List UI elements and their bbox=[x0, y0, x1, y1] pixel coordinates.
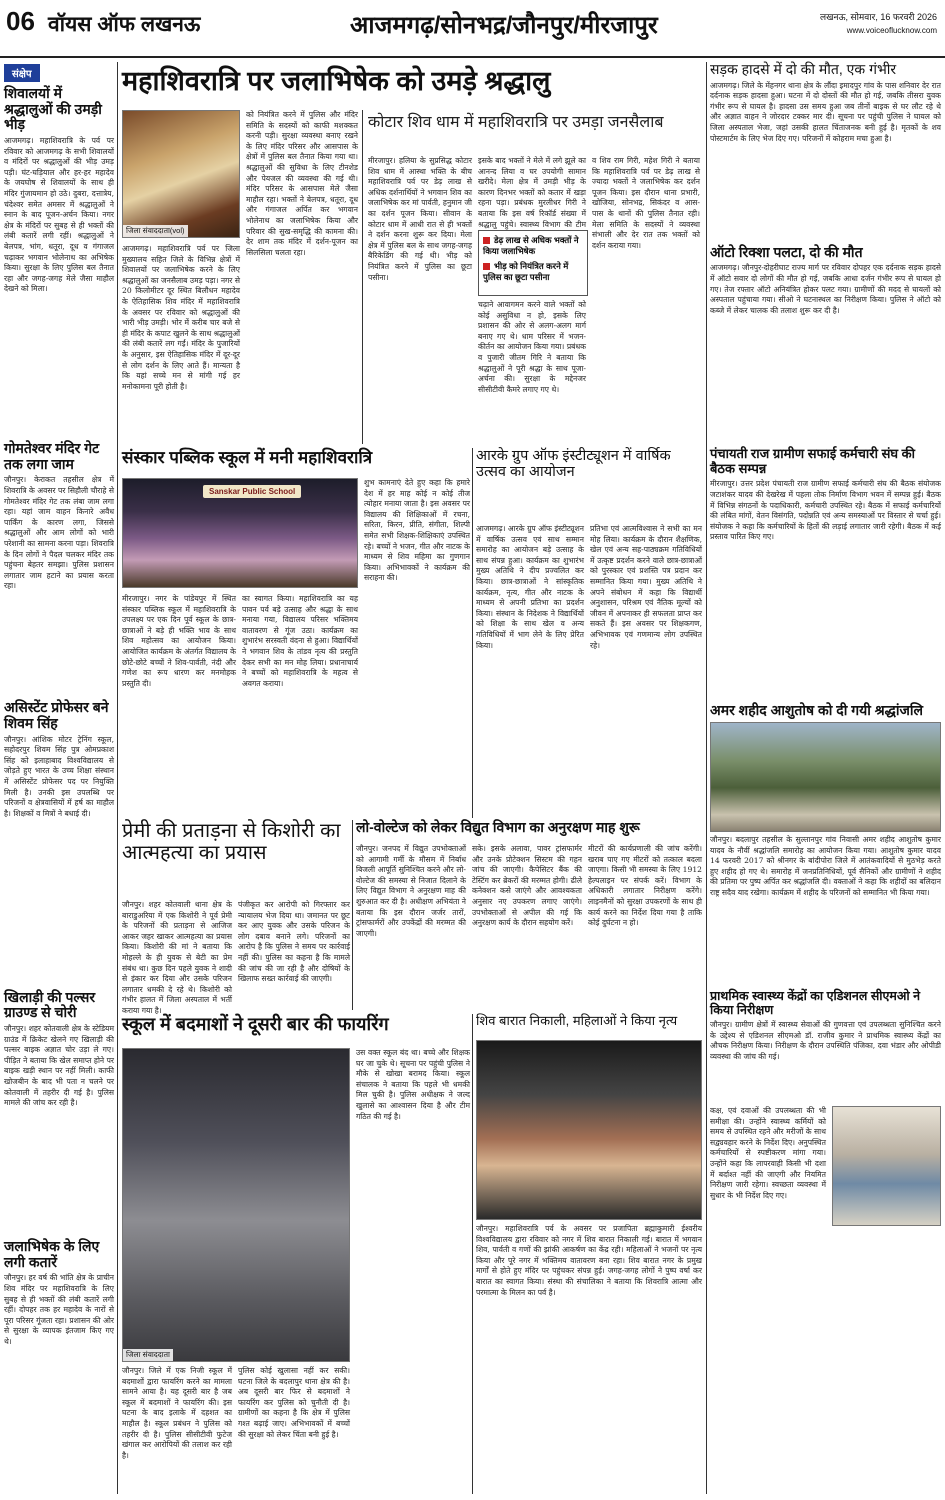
kotar-body: व शिव राम गिरी, महेश गिरी ने बताया कि महाशिवरात्रि पर्व पर डेढ़ लाख से ज्यादा भक्तों ने जलाभिषेक कर दर्शन पूजन किया। इस दौरान थाना प्रभारी, खोजिया, सोनभद्र, सिकंदर व आस-पास के थानों की पुलिस तैनात रही। मेला समिति के सदस्यों ने व्यवस्था संभाली और देर रात तक भक्तों को दर्शन कराया गया। bbox=[592, 156, 700, 250]
brief-body: जौनपुर। हर वर्ष की भांति क्षेत्र के प्राचीन शिव मंदिर पर महाशिवरात्रि के लिए सुबह से ही भक्तों की लंबी कतारें लगी रहीं। दोपहर तक हर महादेव के नारों से पूरा परिसर गूंजता रहा। प्रशासन की ओर से सुरक्षा के व्यापक इंतजाम किए गए थे। bbox=[4, 1273, 114, 1346]
briefs-column bbox=[4, 62, 114, 1494]
kotar-body: चढ़ाने आवागमन करने वाले भक्तों को कोई असुविधा न हो, इसके लिए प्रशासन की ओर से अलग-अलग मार्ग बनाए गए थे। धाम परिसर में भजन-कीर्तन का आयोजन किया गया। प्रबंधक व पुजारी जीतम गिरि ने बताया कि श्रद्धालुओं ने पूरी श्रद्धा के साथ पूजा-अर्चना की। सुरक्षा के मद्देनजर सीसीटीवी कैमरे लगाए गए थे। bbox=[478, 300, 586, 394]
auto-body: आजमगढ़। जौनपुर-दोहरीघाट राज्य मार्ग पर रविवार दोपहर एक दर्दनाक सड़क हादसे में ऑटो सवार दो लोगों की मौत हो गई, जबकि आधा दर्जन गंभीर रूप से घायल हो गए। तेज रफ्तार ऑटो अनियंत्रित होकर पलट गया। ग्रामीणों की मदद से घायलों को अस्पताल पहुंचाया गया। सीओ ने घटनास्थल का निरीक्षण किया। पुलिस ने ऑटो को कब्जे में लेकर चालक की तलाश शुरू कर दी है। bbox=[710, 263, 941, 315]
bullet-icon bbox=[483, 263, 490, 270]
arke-story bbox=[476, 448, 702, 818]
sanskar-story bbox=[122, 448, 470, 818]
lead-headline: महाशिवरात्रि पर जलाभिषेक को उमड़े श्रद्धालु bbox=[122, 66, 551, 96]
arke-body: प्रतिभा एवं आत्मविश्वास ने सभी का मन मोह लिया। कार्यक्रम के दौरान शैक्षणिक, खेल एवं अन्य सह-पाठ्यक्रम गतिविधियों में उत्कृष्ट प्रदर्शन करने वाले छात्र-छात्राओं को पुरस्कार एवं प्रशस्ति पत्र प्रदान कर सम्मानित किया गया। मुख्य अतिथि ने अपने संबोधन में कहा कि विद्यार्थी अनुशासन, परिश्रम एवं नैतिक मूल्यों को जीवन में अपनाकर ही सफलता प्राप्त कर सकते हैं। इस अवसर पर शिक्षकगण, अभिभावक एवं गणमान्य लोग उपस्थित रहे। bbox=[590, 524, 702, 650]
low-voltage-headline: लो-वोल्टेज को लेकर विद्युत विभाग का अनुरक्षण माह शुरू bbox=[356, 819, 640, 835]
column-divider bbox=[117, 62, 118, 1494]
temple-photo bbox=[122, 110, 240, 238]
school-event-photo bbox=[122, 478, 358, 588]
firing-body: उस वक्त स्कूल बंद था। बच्चे और शिक्षक घर जा चुके थे। सूचना पर पहुंची पुलिस ने मौके से खोखा बरामद किया। स्कूल संचालक ने बताया कि पहले भी धमकी मिल चुकी है। पुलिस अधीक्षक ने जल्द खुलासे का आश्वासन दिया है और टीम गठित की गई है। bbox=[356, 1048, 470, 1121]
low-voltage-story bbox=[356, 820, 702, 1010]
kotar-highlights bbox=[478, 230, 588, 296]
sanskar-headline: संस्कार पब्लिक स्कूल में मनी महाशिवरात्रि bbox=[122, 448, 373, 467]
briefs-tag: संक्षेप bbox=[4, 64, 40, 82]
premi-body: पंजीकृत कर आरोपी को गिरफ्तार कर न्यायालय भेज दिया था। जमानत पर छूट कर आए युवक और उसके परिजन के लोग दबाव बनाने लगे। परिजनों का आरोप है कि पुलिस ने समय पर कार्रवाई नहीं की। पुलिस का कहना है कि मामले की जांच की जा रही है और दोषियों के खिलाफ सख्त कार्रवाई की जाएगी। bbox=[238, 900, 350, 984]
brief-headline: असिस्टेंट प्रोफेसर बने शिवम सिंह bbox=[4, 699, 109, 732]
premi-headline: प्रेमी की प्रताड़ना से किशोरी का आत्महत्या का प्रयास bbox=[122, 820, 341, 865]
tribute-headline: अमर शहीद आशुतोष को दी गयी श्रद्धांजलि bbox=[710, 702, 923, 719]
arke-headline: आरके ग्रुप ऑफ इंस्टीट्यूशन में वार्षिक उत्सव का आयोजन bbox=[476, 448, 671, 481]
firing-story bbox=[122, 1014, 470, 1494]
firing-body: जौनपुर। जिले में एक निजी स्कूल में बदमाशों द्वारा फायरिंग करने का मामला सामने आया है। यह दूसरी बार है जब स्कूल में बदमाशों ने फायरिंग की। इस घटना के बाद इलाके में दहशत का माहौल है। स्कूल प्रबंधन ने पुलिस को तहरीर दी है। पुलिस सीसीटीवी फुटेज खंगाल कर आरोपियों की तलाश कर रही है। bbox=[122, 1366, 232, 1460]
firing-headline: स्कूल में बदमाशों ने दूसरी बार की फायरिंग bbox=[122, 1014, 389, 1034]
brief-body: जौनपुर। केराकत तहसील क्षेत्र में शिवरात्रि के अवसर पर सिहौली चौराहे से गोमतेश्वर मंदिर गेट तक लंबा जाम लगा रहा। यहां जाम वाहन किनारे अवैध पार्किंग के कारण लगा, जिससे श्रद्धालुओं और आम लोगों को भारी परेशानी का सामना करना पड़ा। शिवरात्रि के दिन लोगों ने पैदल चलकर मंदिर तक पहुंचना बेहतर समझा। पुलिस प्रशासन लगातार जाम हटाने का प्रयास करता रहा। bbox=[4, 475, 114, 591]
column-divider bbox=[706, 62, 707, 1494]
photo-caption: जिला संवाददाता bbox=[123, 1349, 173, 1361]
accident-body: आजमगढ़। जिले के मेंहनगर थाना क्षेत्र के लौंदा इमादपुर गांव के पास शनिवार देर रात दर्दनाक सड़क हादसा हुआ। घटना में दो दोस्तों की मौत हो गई, जबकि तीसरा युवक गंभीर रूप से घायल है। हादसा उस समय हुआ जब तीनों बाइक से घर लौट रहे थे और अज्ञात वाहन ने जोरदार टक्कर मार दी। सूचना पर पहुंची पुलिस ने घायल को जिला अस्पताल भेजा, जहां उसकी हालत चिंताजनक बनी हुई है। मृतकों के शव पोस्टमार्टम के लिए भेज दिए गए। परिजनों में कोहराम मचा हुआ है। bbox=[710, 80, 941, 143]
shiv-barat-photo bbox=[476, 1040, 702, 1220]
website-url: www.voiceoflucknow.com bbox=[846, 26, 937, 35]
premi-body: जौनपुर। शहर कोतवाली थाना क्षेत्र के बाराडुअरिया में एक किशोरी ने पूर्व प्रेमी के परिजनों की प्रताड़ना से आजिज आकर जहर खाकर आत्महत्या का प्रयास किया। किशोरी की मां ने बताया कि मोहल्ले के ही युवक से बेटी का प्रेम संबंध था। कुछ दिन पहले युवक ने शादी से इंकार कर दिया और उसके परिजन लगातार धमकी दे रहे थे। किशोरी को गंभीर हालत में जिला अस्पताल में भर्ती कराया गया है। bbox=[122, 900, 232, 1015]
bullet-icon bbox=[483, 237, 490, 244]
region-title: आजमगढ़/सोनभद्र/जौनपुर/मीरजापुर bbox=[350, 12, 658, 39]
page-number: 06 bbox=[6, 6, 35, 36]
lead-body: को नियंत्रित करने में पुलिस और मंदिर समिति के सदस्यों को काफी मशक्कत करनी पड़ी। सुरक्षा व्यवस्था बनाए रखने के लिए मंदिर परिसर और आसपास के क्षेत्रों में पुलिस बल तैनात किया गया था। श्रद्धालुओं की सुविधा के लिए टीनशेड और पेयजल की व्यवस्था की गई थी। मंदिर परिसर के आसपास मेले जैसा माहौल रहा। भक्तों ने बेलपत्र, धतूरा, दूध और गंगाजल अर्पित कर भगवान भोलेनाथ का जलाभिषेक किया और परिवार की सुख-समृद्धि की कामना की। देर शाम तक मंदिर में दर्शन-पूजन का सिलसिला चलता रहा। bbox=[246, 110, 358, 257]
premi-story bbox=[122, 820, 350, 1015]
kotar-body: इसके बाद भक्तों ने मेले में लगे झूले का आनन्द लिया व घर उपयोगी सामान खरीदे। मेला क्षेत्र में उमड़ी भीड़ के कारण दिनभर भक्तों को कतार में खड़ा रहना पड़ा। प्रबंधक मुरलीधर गिरी ने बताया कि इस वर्ष रिकॉर्ड संख्या में श्रद्धालु पहुंचे। स्वास्थ्य विभाग की टीम bbox=[478, 156, 586, 229]
tribute-photo bbox=[710, 722, 941, 832]
highlight-item: डेढ़ लाख से अधिक भक्तों ने किया जलाभिषेक bbox=[483, 235, 579, 256]
brief-body: जौनपुर। आंशिक मोटर ट्रेनिंग स्कूल, सहोदरपुर शिवम सिंह पुत्र ओमप्रकाश सिंह को इलाहाबाद विश्वविद्यालय से जोड़ते हुए भारत के उच्च शिक्षा संस्थान में असिस्टेंट प्रोफेसर पद पर नियुक्ति मिली है। उनकी इस उपलब्धि पर परिजनों व क्षेत्रवासियों में हर्ष का माहौल है। शिक्षकों व मित्रों ने बधाई दी। bbox=[4, 734, 114, 818]
panchayat-headline: पंचायती राज ग्रामीण सफाई कर्मचारी संघ की बैठक सम्पन्न bbox=[710, 446, 916, 476]
story-divider bbox=[362, 110, 363, 444]
kotar-headline: कोटार शिव धाम में महाशिवरात्रि पर उमड़ा जनसैलाब bbox=[368, 114, 664, 131]
arke-body: आजमगढ़। आरके ग्रुप ऑफ इंस्टीट्यूशन में वार्षिक उत्सव एवं साथ सम्मान समारोह का आयोजन बड़े उत्साह के साथ संपन्न हुआ। कार्यक्रम का शुभारंभ मुख्य अतिथि ने दीप प्रज्वलित कर किया। छात्र-छात्राओं ने सांस्कृतिक कार्यक्रम, नृत्य, गीत और नाटक के माध्यम से अपनी प्रतिभा का प्रदर्शन किया। संस्थान के निदेशक ने विद्यार्थियों को शिक्षा के साथ खेल व अन्य गतिविधियों में भाग लेने के लिए प्रेरित किया। bbox=[476, 524, 584, 650]
low-voltage-body: जौनपुर। जनपद में विद्युत उपभोक्ताओं को आगामी गर्मी के मौसम में निर्बाध बिजली आपूर्ति सुनिश्चित करने और लो-वोल्टेज की समस्या से निजात दिलाने के लिए विद्युत विभाग ने अनुरक्षण माह की शुरुआत कर दी है। अधीक्षण अभियंता ने बताया कि इस दौरान जर्जर तारों, ट्रांसफार्मरों और उपकेंद्रों की मरम्मत की जाएगी। bbox=[356, 844, 466, 938]
lead-body: आजमगढ़। महाशिवरात्रि पर्व पर जिला मुख्यालय सहित जिले के विभिन्न क्षेत्रों में शिवालयों पर जलाभिषेक करने के लिए श्रद्धालुओं का जनसैलाब उमड़ पड़ा। नगर से 20 किलोमीटर दूर स्थित बिलौधन महादेव के ऐतिहासिक शिव मंदिर में महाशिवरात्रि के अवसर पर रविवार को श्रद्धालुओं की भारी भीड़ उमड़ी। भोर में करीब चार बजे से ही मंदिर के कपाट खुलने के साथ श्रद्धालुओं की लंबी कतारें लग गईं। मंदिर के पुजारियों के अनुसार, इस ऐतिहासिक मंदिर में दूर-दूर से लोग दर्शन के लिए आते हैं। मान्यता है कि यहां सच्चे मन से मांगी गई हर मनोकामना पूरी होती है। bbox=[122, 244, 240, 391]
brief-headline: गोमतेश्वर मंदिर गेट तक लगा जाम bbox=[4, 440, 100, 472]
accident-headline: सड़क हादसे में दो की मौत, एक गंभीर bbox=[710, 61, 897, 77]
firing-body: पुलिस कोई खुलासा नहीं कर सकी। घटना जिले के बदलापुर थाना क्षेत्र की है। अब दूसरी बार फिर से बदमाशों ने फायरिंग कर पुलिस को चुनौती दी है। ग्रामीणों का कहना है कि क्षेत्र में पुलिस गश्त बढ़ाई जाए। अभिभावकों में बच्चों की सुरक्षा को लेकर चिंता बनी हुई है। bbox=[238, 1366, 350, 1439]
newspaper-brand: वॉयस ऑफ लखनऊ bbox=[48, 13, 201, 36]
low-voltage-body: मीटरों की कार्यप्रणाली की जांच करेंगी। खराब पाए गए मीटरों को तत्काल बदला जाएगा। किसी भी समस्या के लिए 1912 हेल्पलाइन पर संपर्क करें। विभाग के अधिकारी लगातार निरीक्षण करेंगे। लाइनमैनों को सुरक्षा उपकरणों के साथ ही कार्य करने का निर्देश दिया गया है ताकि कोई दुर्घटना न हो। bbox=[588, 844, 702, 928]
right-column bbox=[710, 62, 941, 1494]
lead-story bbox=[122, 62, 702, 446]
sanskar-body: मीरजापुर। नगर के पांडेयपुर में स्थित संस्कार पब्लिक स्कूल में महाशिवरात्रि के उपलक्ष्य पर एक दिन पूर्व स्कूल के छात्र-छात्राओं ने बड़े ही भक्ति भाव के साथ शिव महोत्सव का आयोजन किया। आयोजित कार्यक्रम के अंतर्गत विद्यालय के छोटे-छोटे बच्चों ने शिव-पार्वती, नंदी और गणेश का रूप धारण कर मनमोहक प्रस्तुति दी। bbox=[122, 594, 236, 688]
sanskar-body: शुभ कामनाएं देते हुए कहा कि हमारे देश में हर माह कोई न कोई तीज त्योहार मनाया जाता है। इस अवसर पर विद्यालय की शिक्षिकाओं में रचना, सरिता, किरन, प्रीति, संगीता, शिल्पी समेत सभी शिक्षक-शिक्षिकाएं उपस्थित रहे। बच्चों ने भजन, गीत और नाटक के माध्यम से शिव महिमा का गुणगान किया। अभिभावकों ने कार्यक्रम की सराहना की। bbox=[364, 478, 470, 583]
brief-headline: जलाभिषेक के लिए लगी कतारें bbox=[4, 1238, 100, 1270]
health-body: कक्ष, एवं दवाओं की उपलब्धता की भी समीक्षा की। उन्होंने स्वास्थ्य कर्मियों को समय से उपस्थित रहने और मरीजों के साथ सद्व्यवहार करने के निर्देश दिए। अनुपस्थित कर्मचारियों से स्पष्टीकरण मांगा गया। उन्होंने कहा कि लापरवाही किसी भी दशा में बर्दाश्त नहीं की जाएगी और नियमित निरीक्षण जारी रहेगा। स्वच्छता व्यवस्था में सुधार के भी निर्देश दिए गए। bbox=[710, 1106, 826, 1200]
auto-headline: ऑटो रिक्शा पलटा, दो की मौत bbox=[710, 243, 863, 260]
brief-body: जौनपुर। शहर कोतवाली क्षेत्र के स्टेडियम ग्राउंड में क्रिकेट खेलने गए खिलाड़ी की पल्सर बाइक अज्ञात चोर उड़ा ले गए। पीड़ित ने बताया कि खेल समाप्त होने पर बाइक खड़ी स्थान पर नहीं मिली। काफी खोजबीन के बाद भी पता न चलने पर कोतवाली में तहरीर दी गई है। पुलिस मामले की जांच कर रही है। bbox=[4, 1024, 114, 1108]
low-voltage-body: सके। इसके अलावा, पावर ट्रांसफार्मर और उनके प्रोटेक्शन सिस्टम की गहन जांच की जाएगी। कैपेसिटर बैंक की टेस्टिंग कर ब्रेकरों की मरम्मत होगी। ढीले कनेक्शन कसे जाएंगे और आवश्यकता अनुसार नए उपकरण लगाए जाएंगे। उपभोक्ताओं से अपील की गई कि अनुरक्षण कार्य के दौरान सहयोग करें। bbox=[472, 844, 582, 928]
highlight-item: भीड़ को नियंत्रित करने में पुलिस का छूटा पसीना bbox=[483, 261, 569, 282]
brief-headline: शिवालयों में श्रद्धालुओं की उमड़ी भीड़ bbox=[4, 85, 102, 133]
shiv-barat-body: जौनपुर। महाशिवरात्रि पर्व के अवसर पर प्रजापिता ब्रह्माकुमारी ईश्वरीय विश्वविद्यालय द्वारा रविवार को नगर में शिव बारात निकाली गई। बारात में भगवान शिव, पार्वती व गणों की झांकी आकर्षण का केंद्र रही। महिलाओं ने भजनों पर नृत्य किया और पूरे नगर में भक्तिमय वातावरण बना रहा। शिव बारात नगर के प्रमुख मार्गों से होते हुए मंदिर पर पहुंचकर संपन्न हुई। जगह-जगह लोगों ने पुष्प वर्षा कर बारात का स्वागत किया। संस्था की संचालिका ने बताया कि शिवरात्रि आत्मा और परमात्मा के मिलन का पर्व है। bbox=[476, 1224, 702, 1297]
tribute-body: जौनपुर। बदलापुर तहसील के सुल्तानपुर गांव निवासी अमर शहीद आशुतोष कुमार यादव के नौवीं श्रद्धांजलि समारोह का आयोजन किया गया। आशुतोष कुमार यादव 14 फरवरी 2017 को श्रीनगर के बांदीपोरा जिले में आतंकवादियों से मुठभेड़ करते हुए शहीद हो गए थे। समारोह में जनप्रतिनिधियों, पूर्व सैनिकों और ग्रामीणों ने शहीद की प्रतिमा पर पुष्प अर्पित कर श्रद्धांजलि दी। वक्ताओं ने कहा कि शहीदों का बलिदान राष्ट्र सदैव याद रखेगा। कार्यक्रम में शहीद के परिजनों को सम्मानित भी किया गया। bbox=[710, 835, 941, 898]
health-center-photo bbox=[832, 1106, 941, 1226]
brief-body: आजमगढ़। महाशिवरात्रि के पर्व पर रविवार को आजमगढ़ के सभी शिवालयों व मंदिरों पर श्रद्धालुओं की भीड़ उमड़ पड़ी। घंट-घड़ियाल और हर-हर महादेव के जयघोष से शिवालयों के साथ ही मंदिर गुंजायमान हो उठे। दुबरा, दत्तात्रेय, चंदेश्वर समेत अमसर में श्रद्धालुओं ने स्नान के बाद पूजन-अर्चन किया। नगर क्षेत्र के मंदिरों पर सुबह से ही भक्तों की लंबी कतारें लगी रहीं। श्रद्धालुओं ने बेलपत्र, भांग, धतूरा, दूध व गंगाजल चढ़ाकर भगवान भोलेनाथ का अभिषेक किया। सुरक्षा के लिए पुलिस बल तैनात रहा और जगह-जगह मेले जैसा माहौल देखने को मिला। bbox=[4, 136, 114, 294]
story-divider bbox=[472, 448, 473, 818]
sanskar-body: का स्वागत किया। महाशिवरात्रि का यह पावन पर्व बड़े उत्साह और श्रद्धा के साथ मनाया गया, विद्यालय परिसर भक्तिमय वातावरण से गूंज उठा। कार्यक्रम का शुभारंभ सरस्वती वंदना से हुआ। विद्यार्थियों ने भगवान शिव के तांडव नृत्य की प्रस्तुति देकर सभी का मन मोह लिया। प्रधानाचार्य ने बच्चों को महाशिवरात्रि के महत्व से अवगत कराया। bbox=[242, 594, 358, 688]
shiv-barat-story bbox=[476, 1014, 702, 1494]
panchayat-body: मीरजापुर। उत्तर प्रदेश पंचायती राज ग्रामीण सफाई कर्मचारी संघ की बैठक संयोजक जटाशंकर यादव की देखरेख में पहला तोक निर्माण विभाग भवन में सम्पन्न हुई। बैठक में विभिन्न संगठनों के पदाधिकारी, कर्मचारी उपस्थित रहे। बैठक में सफाई कर्मचारियों की लंबित मांगों, वेतन विसंगति, पदोन्नति एवं अन्य समस्याओं पर विस्तार से चर्चा हुई। संयोजक ने कहा कि कर्मचारियों के हितों की लड़ाई लगातार जारी रहेगी। बैठक में कई प्रस्ताव पारित किए गए। bbox=[710, 479, 941, 542]
school-sign: Sanskar Public School bbox=[203, 485, 301, 498]
photo-caption: जिला संवाददाता(vol) bbox=[123, 225, 188, 237]
masthead bbox=[0, 0, 945, 58]
health-body: जौनपुर। ग्रामीण क्षेत्रों में स्वास्थ्य सेवाओं की गुणवत्ता एवं उपलब्धता सुनिश्चित करने के उद्देश्य से एडिशनल सीएमओ डॉ. राजीव कुमार ने प्राथमिक स्वास्थ्य केंद्रों का औचक निरीक्षण किया। निरीक्षण के दौरान उपस्थिति पंजिका, दवा भंडार और ओपीडी व्यवस्था की जांच की गई। bbox=[710, 1020, 941, 1061]
dateline: लखनऊ, सोमवार, 16 फरवरी 2026 bbox=[819, 12, 937, 22]
health-headline: प्राथमिक स्वास्थ्य केंद्रों का एडिशनल सीएमओ ने किया निरीक्षण bbox=[710, 989, 921, 1018]
school-street-photo bbox=[122, 1048, 350, 1362]
shiv-barat-headline: शिव बारात निकाली, महिलाओं ने किया नृत्य bbox=[476, 1013, 678, 1028]
kotar-body: मीरजापुर। हलिया के सुप्रसिद्ध कोटार शिव धाम में आस्था भक्ति के बीच महाशिवरात्रि पर्व पर डेढ़ लाख से अधिक दर्शनार्थियों ने भगवान शिव का जलाभिषेक कर मां पार्वती, हनुमान जी का दर्शन पूजन किया। सीवान के कोटार धाम में आधी रात से ही भक्तों ने दर्शन करना शुरू कर दिया। मेला क्षेत्र में पुलिस बल के साथ जगह-जगह बैरिकेडिंग की गई थी। भीड़ को नियंत्रित करने में पुलिस का छूटा पसीना। bbox=[368, 156, 472, 282]
brief-headline: खिलाड़ी की पल्सर ग्राउण्ड से चोरी bbox=[4, 988, 96, 1021]
story-divider bbox=[472, 1014, 473, 1494]
story-divider bbox=[352, 820, 353, 1010]
